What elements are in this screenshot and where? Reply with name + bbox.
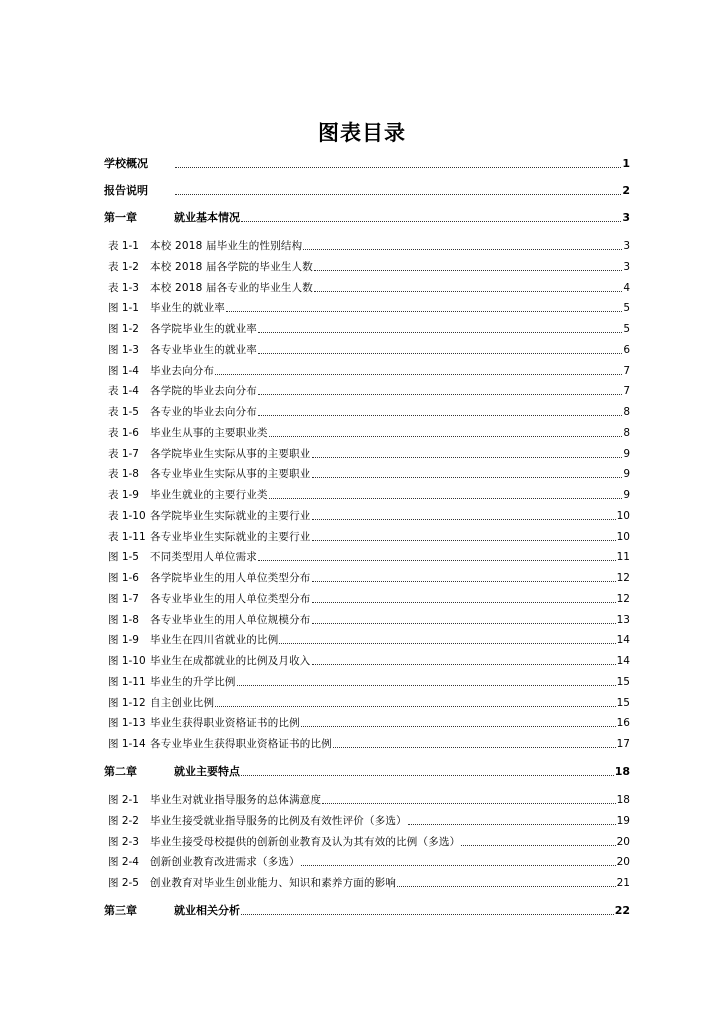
dot-leader: [258, 394, 622, 395]
toc-page-number: 20: [616, 856, 630, 868]
toc-entry-caption: 各专业毕业生的用人单位类型分布: [150, 593, 311, 605]
toc-entry-number: 图 2-4: [108, 856, 139, 868]
toc-entry-number: 图 2-5: [108, 877, 139, 889]
toc-entry-caption: 毕业生的升学比例: [150, 676, 236, 688]
dot-leader: [241, 914, 614, 915]
dot-leader: [269, 498, 623, 499]
dot-leader: [397, 886, 616, 887]
dot-leader: [215, 374, 622, 375]
toc-entry-number: 图 2-1: [108, 794, 139, 806]
toc-entry-number: 图 1-14: [108, 738, 146, 750]
toc-entry[interactable]: [104, 341, 630, 357]
toc-entry-number: 图 1-9: [108, 634, 139, 646]
dot-leader: [237, 685, 616, 686]
toc-entry[interactable]: [104, 320, 630, 336]
toc-entry-caption: 毕业生获得职业资格证书的比例: [150, 717, 300, 729]
toc-entry[interactable]: [104, 486, 630, 502]
dot-leader: [314, 270, 622, 271]
dot-leader: [312, 623, 616, 624]
toc-page-number: 5: [623, 323, 630, 335]
toc-entry-caption: 各学院毕业生实际从事的主要职业: [150, 448, 311, 460]
toc-entry[interactable]: [104, 382, 630, 398]
toc-page-number: 9: [623, 489, 630, 501]
toc-page-number: 5: [623, 302, 630, 314]
dot-leader: [258, 353, 622, 354]
toc-chapter[interactable]: [104, 902, 630, 918]
toc-entry[interactable]: [104, 735, 630, 751]
dot-leader: [258, 560, 616, 561]
dot-leader: [279, 643, 615, 644]
toc-page-number: 12: [616, 572, 630, 584]
dot-leader: [312, 519, 616, 520]
toc-page-number: 19: [616, 815, 630, 827]
toc-entry-caption: 各专业毕业生获得职业资格证书的比例: [150, 738, 332, 750]
toc-page-number: 6: [623, 344, 630, 356]
toc-entry-number: 图 1-3: [108, 344, 139, 356]
toc-entry[interactable]: [104, 611, 630, 627]
toc-chapter-title: 就业主要特点: [174, 765, 240, 778]
toc-entry-number: 表 1-2: [108, 261, 139, 273]
toc-entry-number: 表 1-6: [108, 427, 139, 439]
toc-page-number: 2: [622, 184, 630, 197]
toc-page-number: 3: [622, 211, 630, 224]
toc-page-number: 9: [623, 448, 630, 460]
toc-chapter-title: 就业相关分析: [174, 904, 240, 917]
toc-entry[interactable]: [104, 424, 630, 440]
toc-page-number: 14: [616, 655, 630, 667]
toc-page-number: 15: [616, 676, 630, 688]
dot-leader: [312, 457, 623, 458]
toc-entry[interactable]: [104, 403, 630, 419]
dot-leader: [312, 602, 616, 603]
toc-chapter-title: 就业基本情况: [174, 211, 240, 224]
toc-page-number: 21: [616, 877, 630, 889]
toc-page-number: 15: [616, 697, 630, 709]
toc-entry-caption: 毕业去向分布: [150, 365, 215, 377]
toc-page-number: 4: [623, 282, 630, 294]
toc-entry[interactable]: [104, 590, 630, 606]
toc-entry[interactable]: [104, 714, 630, 730]
toc-entry-number: 表 1-3: [108, 282, 139, 294]
toc-entry-caption: 毕业生在四川省就业的比例: [150, 634, 279, 646]
toc-entry-number: 图 1-12: [108, 697, 146, 709]
toc-page-number: 17: [616, 738, 630, 750]
toc-heading[interactable]: [104, 182, 630, 198]
toc-chapter-label: 第二章: [104, 765, 137, 778]
toc-page-number: 10: [616, 510, 630, 522]
toc-page-number: 18: [616, 794, 630, 806]
toc-entry[interactable]: [104, 548, 630, 564]
dot-leader: [241, 775, 614, 776]
toc-entry[interactable]: [104, 279, 630, 295]
toc-entry-caption: 各专业毕业生的用人单位规模分布: [150, 614, 311, 626]
toc-entry-number: 图 1-2: [108, 323, 139, 335]
toc-page-number: 22: [614, 904, 630, 917]
toc-entry-caption: 毕业生对就业指导服务的总体满意度: [150, 794, 322, 806]
toc-page-number: 9: [623, 468, 630, 480]
dot-leader: [312, 664, 616, 665]
toc-entry[interactable]: [104, 812, 630, 828]
toc-entry-caption: 创业教育对毕业生创业能力、知识和素养方面的影响: [150, 877, 397, 889]
toc-entry-number: 表 1-9: [108, 489, 139, 501]
toc-entry-caption: 本校 2018 届各专业的毕业生人数: [150, 282, 313, 294]
toc-entry-number: 图 1-5: [108, 551, 139, 563]
toc-entry[interactable]: [104, 569, 630, 585]
toc-entry[interactable]: [104, 528, 630, 544]
toc-entry[interactable]: [104, 791, 630, 807]
toc-entry[interactable]: [104, 673, 630, 689]
toc-entry-caption: 毕业生在成都就业的比例及月收入: [150, 655, 311, 667]
toc-entry-number: 图 1-11: [108, 676, 146, 688]
toc-page-number: 14: [616, 634, 630, 646]
dot-leader: [241, 221, 621, 222]
toc-entry[interactable]: [104, 631, 630, 647]
toc-entry[interactable]: [104, 853, 630, 869]
toc-entry[interactable]: [104, 465, 630, 481]
dot-leader: [301, 865, 616, 866]
toc-entry-number: 图 1-7: [108, 593, 139, 605]
toc-page-number: 7: [623, 365, 630, 377]
toc-entry-number: 图 2-3: [108, 836, 139, 848]
dot-leader: [333, 747, 616, 748]
toc-page-number: 3: [623, 240, 630, 252]
toc-entry-caption: 各学院的毕业去向分布: [150, 385, 257, 397]
toc-chapter-label: 第一章: [104, 211, 137, 224]
toc-entry[interactable]: [104, 507, 630, 523]
toc-entry-number: 图 1-1: [108, 302, 139, 314]
dot-leader: [258, 332, 622, 333]
toc-entry-number: 图 1-13: [108, 717, 146, 729]
dot-leader: [303, 249, 622, 250]
toc-entry-caption: 本校 2018 届毕业生的性别结构: [150, 240, 303, 252]
toc-entry-caption: 毕业生的就业率: [150, 302, 225, 314]
toc-page-number: 8: [623, 427, 630, 439]
toc-entry-caption: 各学院毕业生的用人单位类型分布: [150, 572, 311, 584]
toc-page-number: 8: [623, 406, 630, 418]
toc-heading-label: 报告说明: [104, 184, 148, 197]
dot-leader: [269, 436, 623, 437]
toc-entry-number: 表 1-1: [108, 240, 139, 252]
dot-leader: [312, 581, 616, 582]
dot-leader: [258, 415, 622, 416]
toc-chapter-label: 第三章: [104, 904, 137, 917]
toc-entry-number: 图 1-8: [108, 614, 139, 626]
toc-entry-caption: 各专业的毕业去向分布: [150, 406, 257, 418]
toc-entry-caption: 毕业生接受母校提供的创新创业教育及认为其有效的比例（多选）: [150, 836, 461, 848]
page-title: 图表目录: [318, 121, 406, 145]
toc-entry[interactable]: [104, 833, 630, 849]
toc-entry[interactable]: [104, 362, 630, 378]
toc-heading-label: 学校概况: [104, 157, 148, 170]
toc-entry[interactable]: [104, 237, 630, 253]
dot-leader: [461, 845, 615, 846]
dot-leader: [226, 311, 622, 312]
toc-page-number: 3: [623, 261, 630, 273]
toc-entry-number: 表 1-10: [108, 510, 146, 522]
toc-page-number: 10: [616, 531, 630, 543]
toc-entry-caption: 毕业生就业的主要行业类: [150, 489, 268, 501]
toc-entry-number: 图 2-2: [108, 815, 139, 827]
dot-leader: [175, 167, 621, 168]
toc-page-number: 7: [623, 385, 630, 397]
toc-heading[interactable]: [104, 155, 630, 171]
dot-leader: [408, 824, 616, 825]
toc-entry-caption: 本校 2018 届各学院的毕业生人数: [150, 261, 313, 273]
toc-chapter[interactable]: [104, 209, 630, 225]
toc-entry[interactable]: [104, 445, 630, 461]
toc-page-number: 16: [616, 717, 630, 729]
dot-leader: [314, 291, 622, 292]
toc-entry-number: 图 1-10: [108, 655, 146, 667]
toc-entry-number: 表 1-11: [108, 531, 146, 543]
toc-entry-caption: 自主创业比例: [150, 697, 215, 709]
toc-entry[interactable]: [104, 299, 630, 315]
toc-entry[interactable]: [104, 258, 630, 274]
toc-entry[interactable]: [104, 652, 630, 668]
toc-entry-caption: 各专业毕业生的就业率: [150, 344, 257, 356]
toc-entry-number: 图 1-6: [108, 572, 139, 584]
dot-leader: [312, 540, 616, 541]
toc-entry-caption: 毕业生从事的主要职业类: [150, 427, 268, 439]
toc-entry-caption: 各专业毕业生实际从事的主要职业: [150, 468, 311, 480]
toc-entry-caption: 创新创业教育改进需求（多选）: [150, 856, 300, 868]
dot-leader: [175, 194, 621, 195]
toc-entry-number: 图 1-4: [108, 365, 139, 377]
toc-entry-caption: 各专业毕业生实际就业的主要行业: [150, 531, 311, 543]
toc-entry[interactable]: [104, 874, 630, 890]
dot-leader: [322, 803, 615, 804]
dot-leader: [301, 726, 616, 727]
toc-entry-number: 表 1-5: [108, 406, 139, 418]
toc-page-number: 18: [614, 765, 630, 778]
toc-chapter[interactable]: [104, 763, 630, 779]
toc-entry-number: 表 1-8: [108, 468, 139, 480]
toc-entry[interactable]: [104, 694, 630, 710]
toc-entry-caption: 不同类型用人单位需求: [150, 551, 257, 563]
toc-page-number: 1: [622, 157, 630, 170]
toc-entry-caption: 各学院毕业生实际就业的主要行业: [150, 510, 311, 522]
toc-page-number: 12: [616, 593, 630, 605]
dot-leader: [312, 477, 623, 478]
toc-entry-caption: 毕业生接受就业指导服务的比例及有效性评价（多选）: [150, 815, 407, 827]
dot-leader: [215, 706, 615, 707]
toc-entry-caption: 各学院毕业生的就业率: [150, 323, 257, 335]
toc-entry-number: 表 1-7: [108, 448, 139, 460]
toc-page-number: 13: [616, 614, 630, 626]
toc-page-number: 20: [616, 836, 630, 848]
toc-page-number: 11: [616, 551, 630, 563]
toc-entry-number: 表 1-4: [108, 385, 139, 397]
